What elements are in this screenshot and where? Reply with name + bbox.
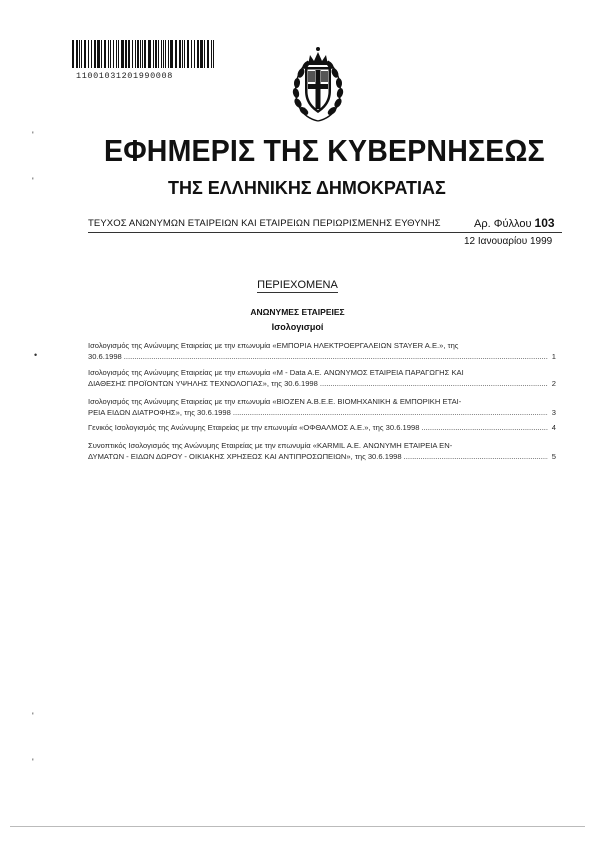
header-divider bbox=[88, 232, 562, 233]
barcode-bar bbox=[137, 40, 139, 68]
barcode-bar bbox=[110, 40, 111, 68]
barcode-number: 11001031201990008 bbox=[76, 71, 173, 81]
contents-entry bbox=[88, 441, 556, 462]
barcode-bar bbox=[76, 40, 78, 68]
barcode-bar bbox=[179, 40, 181, 68]
barcode-bar bbox=[161, 40, 162, 68]
section-heading: ΑΝΩΝΥΜΕΣ ΕΤΑΙΡΕΙΕΣ bbox=[250, 307, 345, 317]
barcode-bar bbox=[153, 40, 154, 68]
barcode-bar bbox=[125, 40, 127, 68]
barcode-bar bbox=[163, 40, 164, 68]
barcode-bar bbox=[84, 40, 86, 68]
barcode-bar bbox=[144, 40, 146, 68]
barcode-bar bbox=[191, 40, 192, 68]
contents-title: ΠΕΡΙΕΧΟΜΕΝΑ bbox=[257, 279, 338, 291]
contents-entry bbox=[88, 397, 556, 418]
barcode-bar bbox=[88, 40, 89, 68]
barcode-bar bbox=[101, 40, 102, 68]
barcode bbox=[72, 40, 214, 68]
subsection-heading: Ισολογισμοί bbox=[271, 322, 324, 332]
entry-text-line1: Γενικός Ισολογισμός της Ανώνυμης Εταιρείας με την επωνυμία «ΟΦΘΑΛΜΟΣ Α.Ε.», της 30.6.1998 bbox=[88, 423, 420, 432]
sheet-label: Αρ. Φύλλου bbox=[474, 218, 532, 230]
barcode-bar bbox=[182, 40, 183, 68]
barcode-bar bbox=[158, 40, 159, 68]
entry-text-line1: Ισολογισμός της Ανώνυμης Εταιρείας με την επωνυμία «ΕΜΠΟΡΙΑ ΗΛΕΚΤΡΟΕΡΓΑΛΕΙΩΝ STAYER A.E.», της bbox=[88, 341, 459, 350]
barcode-bar bbox=[187, 40, 189, 68]
barcode-bar bbox=[207, 40, 209, 68]
contents-entry bbox=[88, 368, 556, 389]
barcode-bar bbox=[132, 40, 133, 68]
barcode-bar bbox=[118, 40, 119, 68]
contents-entry bbox=[88, 341, 556, 362]
issue-type: ΤΕΥΧΟΣ ΑΝΩΝΥΜΩΝ ΕΤΑΙΡΕΙΩΝ ΚΑΙ ΕΤΑΙΡΕΙΩΝ ΠΕΡΙΩΡΙΣΜΕΝΗΣ ΕΥΘΥΝΗΣ bbox=[88, 218, 441, 229]
gazette-subtitle: ΤΗΣ ΕΛΛΗΝΙΚΗΣ ΔΗΜΟΚΡΑΤΙΑΣ bbox=[168, 178, 446, 198]
contents-heading bbox=[0, 279, 595, 291]
entry-page-number: 1 bbox=[551, 351, 556, 361]
barcode-bar bbox=[213, 40, 214, 68]
barcode-bar bbox=[116, 40, 117, 68]
sheet-number: 103 bbox=[534, 216, 555, 230]
barcode-bar bbox=[197, 40, 199, 68]
barcode-bar bbox=[135, 40, 136, 68]
scan-mark: • bbox=[34, 350, 38, 360]
coat-of-arms-icon bbox=[288, 43, 348, 127]
entry-text-line1: Ισολογισμός της Ανώνυμης Εταιρείας με την επωνυμία «ΒΙΟΖΕΝ Α.Β.Ε.Ε. ΒΙΟΜΗΧΑΝΙΚΗ & ΕΜΠΟΡΙΚΗ ΕΤΑΙ- bbox=[88, 397, 462, 406]
barcode-bar bbox=[81, 40, 82, 68]
barcode-bar bbox=[142, 40, 143, 68]
barcode-bar bbox=[94, 40, 96, 68]
barcode-bar bbox=[140, 40, 141, 68]
barcode-bar bbox=[170, 40, 173, 68]
barcode-bar bbox=[148, 40, 151, 68]
barcode-bar bbox=[104, 40, 106, 68]
scan-mark: ' bbox=[32, 711, 34, 721]
scan-mark: ' bbox=[32, 176, 34, 186]
barcode-bar bbox=[200, 40, 203, 68]
entry-text-line2: ΔΥΜΑΤΩΝ - ΕΙΔΩΝ ΔΩΡΟΥ - ΟΙΚΙΑΚΗΣ ΧΡΗΣΕΩΣ ΚΑΙ ΑΝΤΙΠΡΟΣΩΠΕΙΩΝ», της 30.6.1998 bbox=[88, 451, 402, 461]
barcode-bar bbox=[113, 40, 114, 68]
entry-text-line2: ΡΕΙΑ ΕΙΔΩΝ ΔΙΑΤΡΟΦΗΣ», της 30.6.1998 bbox=[88, 407, 231, 417]
gazette-title: ΕΦΗΜΕΡΙΣ ΤΗΣ ΚΥΒΕΡΝΗΣΕΩΣ bbox=[104, 133, 545, 168]
scan-mark: ' bbox=[32, 130, 34, 140]
barcode-bar bbox=[97, 40, 100, 68]
entry-text-line1: Συνοπτικός Ισολογισμός της Ανώνυμης Εταιρείας με την επωνυμία «KARMIL A.E. ΑΝΩΝΥΜΗ ΕΤΑΙΡΕΙΑ ΕΝ- bbox=[88, 441, 453, 450]
barcode-bar bbox=[91, 40, 92, 68]
barcode-bar bbox=[108, 40, 109, 68]
barcode-bar bbox=[72, 40, 74, 68]
entry-text-line1: Ισολογισμός της Ανώνυμης Εταιρείας με την επωνυμία «M - Data A.E. ΑΝΩΝΥΜΟΣ ΕΤΑΙΡΕΙΑ ΠΑΡΑΓΩΓΗΣ ΚΑΙ bbox=[88, 368, 464, 377]
entry-page-number: 5 bbox=[551, 451, 556, 461]
sheet-number-label bbox=[474, 216, 555, 230]
barcode-bar bbox=[168, 40, 169, 68]
barcode-bar bbox=[184, 40, 185, 68]
barcode-bar bbox=[204, 40, 205, 68]
barcode-bar bbox=[79, 40, 80, 68]
barcode-bar bbox=[128, 40, 130, 68]
barcode-bar bbox=[194, 40, 195, 68]
contents-entry bbox=[88, 423, 556, 434]
page-bottom-edge bbox=[10, 826, 585, 827]
barcode-bar bbox=[155, 40, 157, 68]
entry-text-line2: 30.6.1998 bbox=[88, 351, 122, 361]
entry-page-number: 2 bbox=[551, 378, 556, 388]
entry-page-number: 3 bbox=[551, 407, 556, 417]
barcode-bar bbox=[211, 40, 212, 68]
scan-mark: ' bbox=[32, 757, 34, 767]
issue-date: 12 Ιανουαρίου 1999 bbox=[464, 236, 553, 247]
barcode-bar bbox=[175, 40, 177, 68]
entry-page-number: 4 bbox=[551, 423, 556, 432]
entry-text-line2: ΔΙΑΘΕΣΗΣ ΠΡΟΪΟΝΤΩΝ ΥΨΗΛΗΣ ΤΕΧΝΟΛΟΓΙΑΣ», της 30.6.1998 bbox=[88, 378, 318, 388]
barcode-bar bbox=[121, 40, 124, 68]
barcode-bar bbox=[165, 40, 166, 68]
